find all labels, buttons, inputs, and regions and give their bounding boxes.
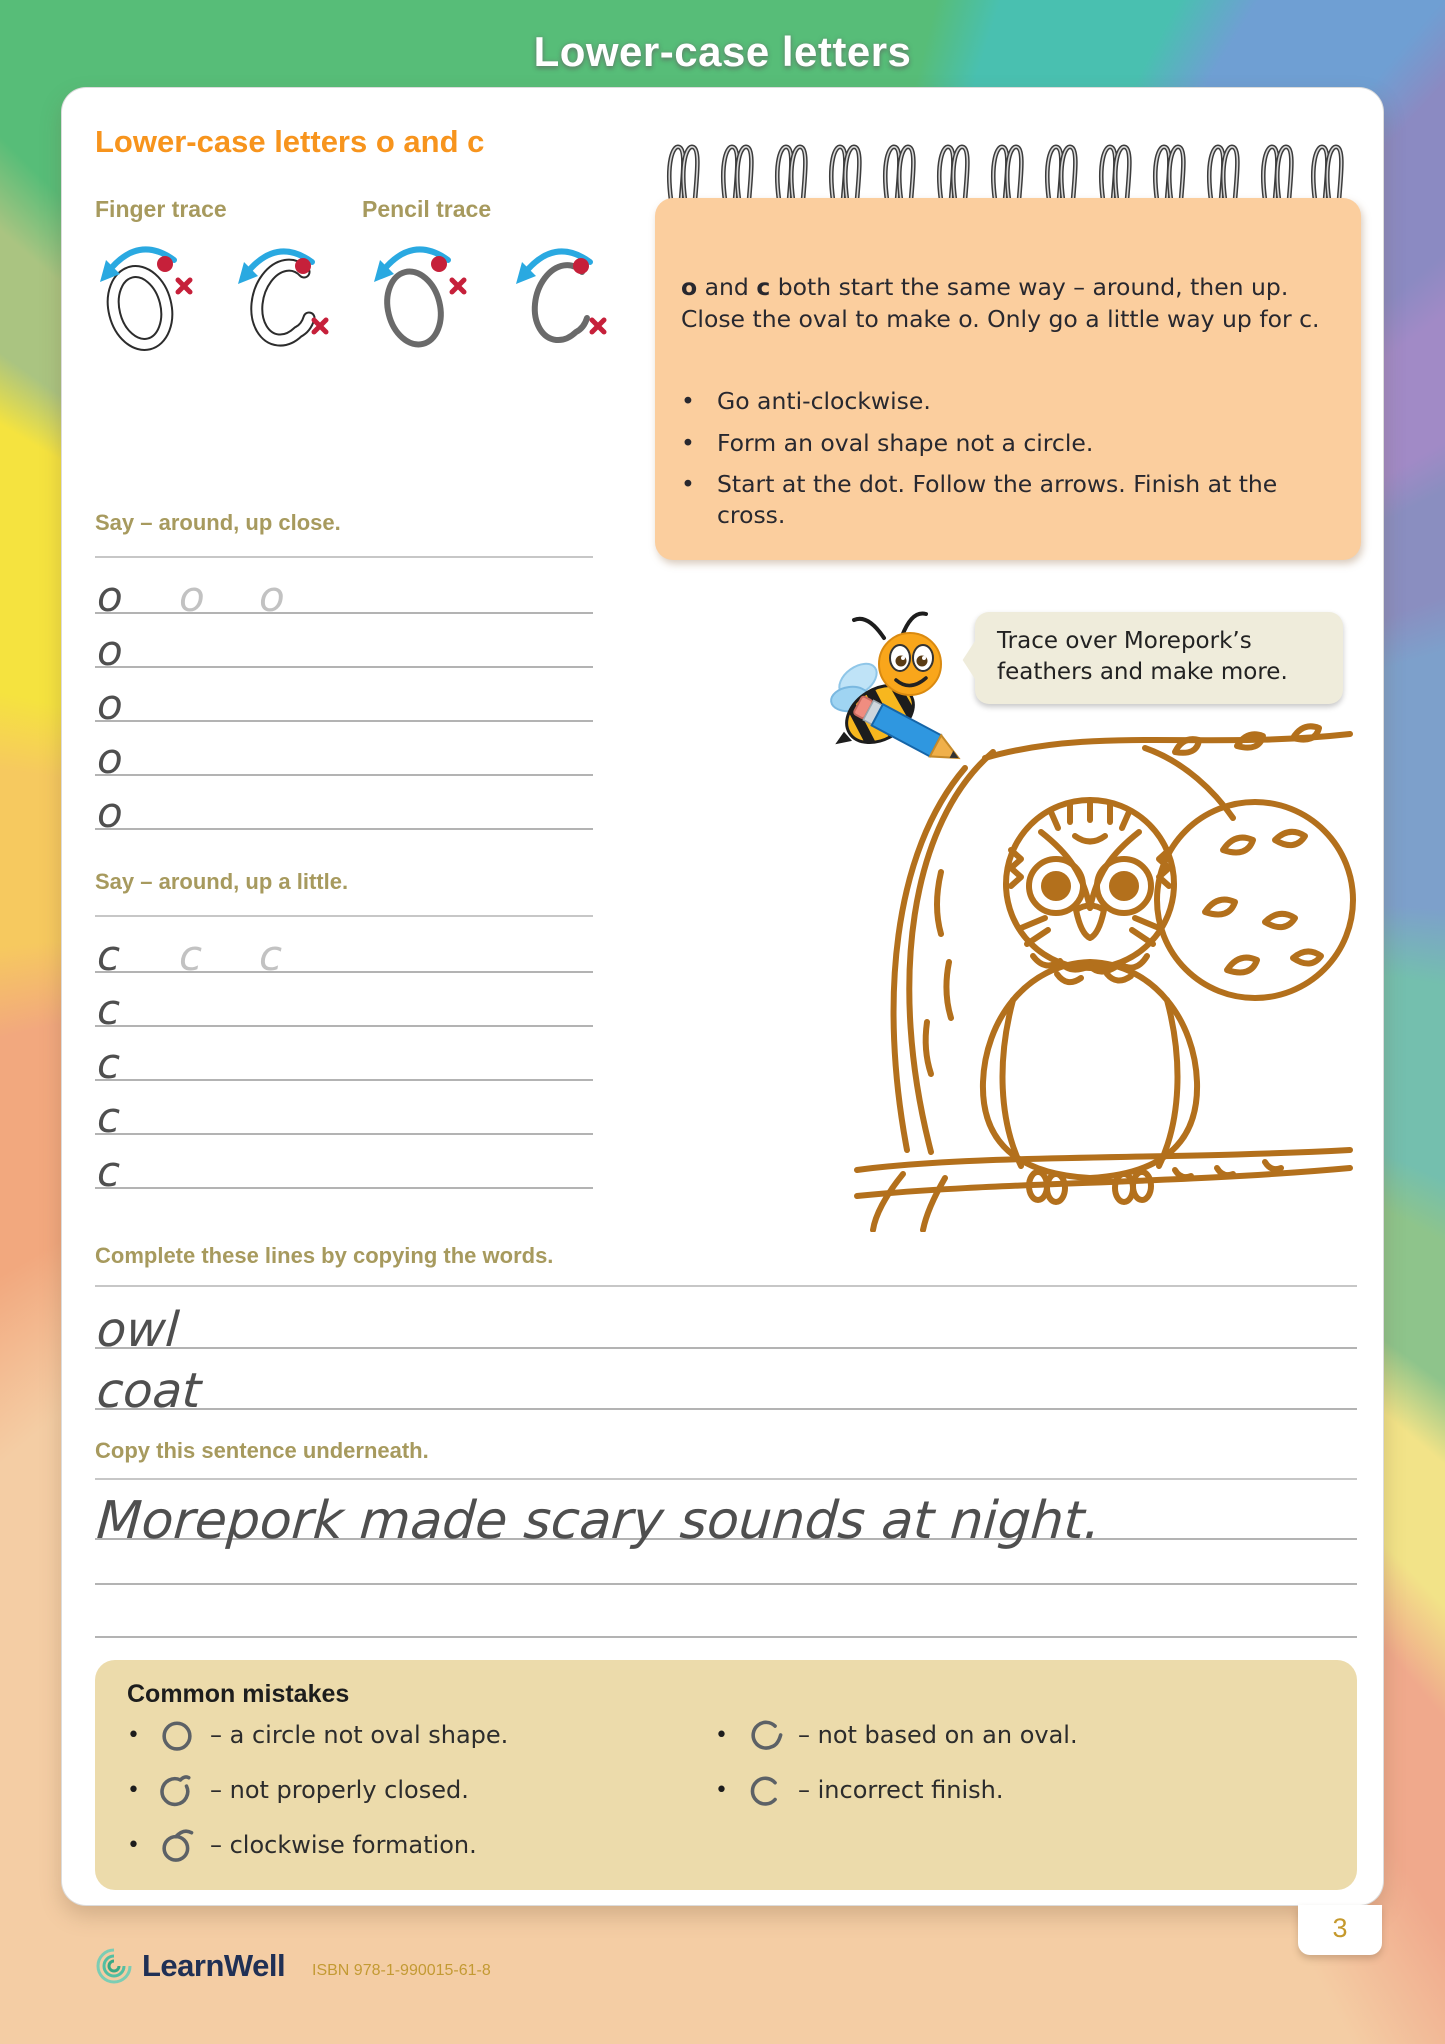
bullet-icon: • [127, 1722, 140, 1748]
lead-letter-o: o [97, 788, 123, 837]
practice-o-label: Say – around, up close. [95, 510, 341, 535]
tip-bullet: • Start at the dot. Follow the arrows. Finish at the cross. [681, 470, 1278, 529]
mistake-glyph-clockwise [158, 1826, 196, 1864]
mistake-glyph-circle [158, 1716, 196, 1754]
page-header-title: Lower-case letters [533, 28, 912, 75]
start-dot-icon [573, 258, 589, 274]
brand-name: LearnWell [142, 1948, 286, 1983]
bullet-icon: • [715, 1722, 728, 1748]
page-number-tab [1298, 1905, 1382, 1955]
start-dot-icon [431, 256, 447, 272]
tip-box [655, 198, 1361, 560]
mistake-glyph-open-o [158, 1771, 196, 1809]
pencil-trace-o-diagram [360, 228, 478, 356]
bullet-icon: • [681, 428, 695, 457]
word-row [95, 1287, 1357, 1358]
spiral-binding [655, 140, 1361, 204]
morepork-owl-drawing [845, 722, 1360, 1232]
model-sentence: Morepork made scary sounds at night. [94, 1491, 1103, 1551]
tip-rest: both start the same way – around, then up. Close the oval to make o. Only go a little way up for c. [681, 273, 1320, 333]
empty-writing-line [95, 1583, 1357, 1585]
start-dot-icon [157, 256, 173, 272]
writing-row-o [95, 720, 593, 783]
tip-intro [681, 272, 1337, 336]
isbn-text: ISBN 978-1-990015-61-8 [312, 1962, 491, 1979]
lead-letter-c: c [97, 931, 121, 980]
tip-bullet: • Form an oval shape not a circle. [681, 428, 1094, 457]
page-number: 3 [1332, 1913, 1348, 1943]
writing-row-c [95, 1079, 593, 1142]
writing-row-c [95, 1133, 593, 1196]
word-row [95, 1348, 1357, 1419]
mistake-item: • – a circle not oval shape. [127, 1716, 508, 1754]
word-coat: coat [95, 1363, 203, 1419]
writing-row-o [95, 666, 593, 729]
lead-letter-c: c [97, 985, 121, 1034]
finish-cross-icon [452, 280, 464, 292]
trace-letter-o: o [259, 572, 285, 621]
bullet-icon: • [127, 1777, 140, 1803]
common-mistakes-title: Common mistakes [127, 1680, 350, 1708]
finger-trace-o-diagram [86, 228, 204, 356]
bullet-icon: • [681, 470, 695, 499]
sentence-row [94, 1480, 1357, 1551]
writing-row-c [95, 1025, 593, 1088]
writing-row-o [95, 612, 593, 675]
speech-bubble [975, 612, 1343, 704]
finger-trace-label: Finger trace [95, 196, 227, 222]
tip-bullet: • Go anti-clockwise. [681, 387, 931, 415]
bullet-icon: • [127, 1832, 140, 1858]
mistake-glyph-round-c [746, 1771, 784, 1809]
tip-bold-o: o [681, 273, 698, 301]
tip-bold-c: c [756, 273, 771, 301]
mistake-item: • – not based on an oval. [715, 1716, 1078, 1754]
pencil-trace-c-diagram [500, 228, 618, 356]
empty-writing-line [95, 1636, 1357, 1638]
finger-trace-c-diagram [222, 228, 340, 356]
pencil-trace-label: Pencil trace [362, 196, 492, 222]
lead-letter-o: o [97, 572, 123, 621]
copy-sentence-label: Copy this sentence underneath. [95, 1438, 429, 1463]
mistake-item: • – clockwise formation. [127, 1826, 477, 1864]
writing-row-o [95, 558, 593, 621]
bullet-icon: • [681, 387, 695, 415]
lead-letter-c: c [97, 1039, 121, 1088]
word-owl: owl [95, 1302, 181, 1358]
mistake-item: • – incorrect finish. [715, 1771, 1004, 1809]
bullet-icon: • [715, 1777, 728, 1803]
lead-letter-c: c [97, 1147, 121, 1196]
tip-bullet-list [681, 386, 1341, 541]
tip-mid: and [697, 273, 757, 301]
lead-letter-o: o [97, 626, 123, 675]
finish-cross-icon [314, 320, 326, 332]
lead-letter-o: o [97, 734, 123, 783]
common-mistakes-box [95, 1660, 1357, 1890]
mistake-item: • – not properly closed. [127, 1771, 469, 1809]
lead-letter-c: c [97, 1093, 121, 1142]
start-dot-icon [295, 258, 311, 274]
lead-letter-o: o [97, 680, 123, 729]
copy-words-label: Complete these lines by copying the words. [95, 1243, 554, 1268]
writing-row-c [95, 971, 593, 1034]
mistake-glyph-c-flick [746, 1716, 784, 1754]
practice-c-label: Say – around, up a little. [95, 869, 349, 894]
writing-row-o [95, 774, 593, 837]
speech-bubble-text: Trace over Morepork’s feathers and make more. [997, 628, 1288, 686]
learnwell-logo-icon [94, 1946, 134, 1986]
finish-cross-icon [592, 320, 604, 332]
trace-letter-o: o [179, 572, 205, 621]
worksheet-title: Lower-case letters o and c [95, 124, 485, 159]
finish-cross-icon [178, 280, 190, 292]
writing-row-c [95, 917, 593, 980]
trace-letter-c: c [259, 931, 283, 980]
trace-letter-c: c [179, 931, 203, 980]
